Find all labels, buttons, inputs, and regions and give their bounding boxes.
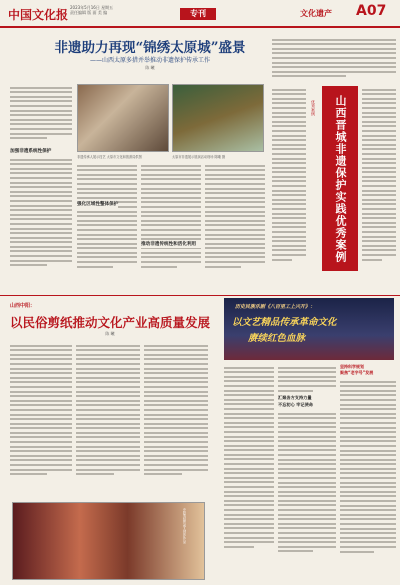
article1-subhead-c: 推动非遗传统性和活化利用 [141,240,201,248]
banner-subhead-4: 不忘初心 牢记使命 [278,402,313,407]
section-tab: 专刊 [180,8,216,20]
banner-kicker: 历史民族乐剧《八百里工上兴开》： [235,304,316,310]
sidebar-column-left [272,86,306,291]
article1-column-1b [10,156,72,288]
article1-column-4 [205,162,265,288]
banner-column-2a [278,364,336,394]
article1-column-3 [141,162,201,288]
article2-headline: 以民俗剪纸推动文化产业高质量发展 [10,315,211,330]
article1-photo-1 [77,84,169,152]
sidebar-column-top [272,36,396,84]
article1-subhead-a: 加强非遗系统性保护 [10,149,52,154]
article1-subhead-b: 强化区域性整体保护 [77,202,119,207]
article2-photo [12,502,205,580]
page-number: A07 [356,3,387,19]
banner-column-1 [224,364,274,578]
right-subhead-1: 坚持科学规划 [340,364,364,369]
section-label: 文化遗产 [300,9,332,18]
sidebar-vertical-label: 优秀案例 [311,100,316,116]
article1-photo-2 [172,84,264,152]
article2-column-tail [210,500,218,580]
banner-title-line2: 赓续红色血脉 [248,333,306,344]
article1-headline: 非遗助力再现“锦绣太原城”盛景 [54,40,246,56]
article2-byline: 陈 曦 [105,331,115,336]
banner-subhead-3: 汇聚各方支持力量 [278,395,312,400]
newspaper-logo: 中国文化报 [8,8,69,22]
article1-column-1a [10,84,72,146]
article1-subheadline: ——山西太原多措并举推动非遗保护传承工作 [89,57,210,64]
sidebar-column-right [362,86,396,291]
article2-column-1 [10,342,72,497]
dateline-editors: 责任编辑 版 面 美 编 [70,10,108,15]
banner-column-3 [340,378,396,578]
section-divider [0,295,400,296]
article1-column-2 [77,162,137,288]
article2-photo-caption: 中阳剪纸传承人创作作品 [182,508,186,544]
sidebar-vertical-title: 山西晋城非遗保护实践优秀案例 [322,86,358,271]
article2-column-3 [144,342,208,497]
right-subhead-2: 聚焦“老字号”发展 [340,370,374,375]
article2-column-2 [76,342,140,497]
banner-column-2b [278,410,336,578]
article1-photo-1-caption: 非遗传承人展示技艺 太原市文化和旅游局供图 [77,155,142,159]
dateline-date: 2023年5月16日 星期五 [70,5,114,10]
article2-kicker: 山西中阳： [10,303,36,309]
article1-photo-2-caption: 太原市非遗展示展演活动现场 陈曦 摄 [172,155,226,159]
banner-title-line1: 以文艺精品传承革命文化 [232,317,337,328]
article1-byline: 陈 曦 [145,65,155,70]
dateline [70,5,180,15]
